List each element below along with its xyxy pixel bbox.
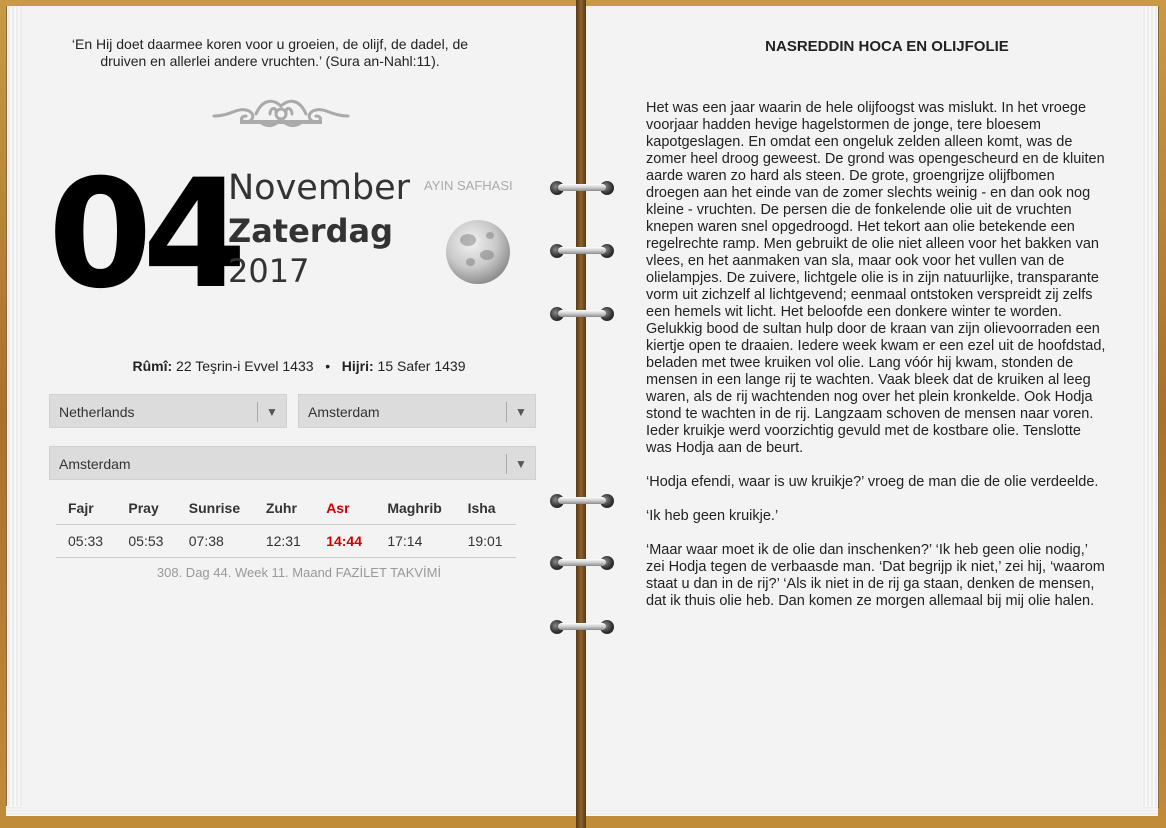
day-week-month-info: 308. Dag 44. Week 11. Maand FAZİLET TAKVİMİ — [156, 565, 442, 580]
year: 2017 — [228, 252, 310, 290]
district-select[interactable] — [49, 446, 536, 480]
city-select[interactable] — [298, 394, 536, 428]
binder-ring — [546, 241, 618, 261]
book-spine — [576, 0, 586, 828]
prayer-time-fajr: 05:33 — [56, 525, 116, 558]
weekday-name: Zaterdag — [228, 212, 393, 250]
story-paragraph: ‘Maar waar moet ik de olie dan inschenken?’ ‘Ik heb geen olie nodig,’ zei Hodja tegen de verbaasde man. ‘Dat begrijp ik niet,’ zei hij, ‘waarom staat u dan in de rij?’ ‘Als ik niet in de rij ga staan, denken de mensen, dat ik thuis olie heb. Dan komen ze morgen allemaal bij mij olie halen. — [646, 542, 1105, 609]
prayer-times-table — [56, 494, 516, 558]
prayer-time-zuhr: 12:31 — [254, 525, 314, 558]
ornament-divider-icon — [210, 92, 352, 132]
month-name: November — [228, 168, 411, 208]
page-stack-left — [6, 6, 23, 808]
binder-ring — [546, 491, 618, 511]
alternate-calendar-dates — [22, 358, 576, 374]
story-body — [646, 100, 1106, 627]
prayer-time-asr: 14:44 — [314, 525, 375, 558]
prayer-header-isha: Isha — [456, 494, 516, 525]
prayer-header-pray: Pray — [116, 494, 176, 525]
story-paragraph: Het was een jaar waarin de hele olijfoogst was mislukt. In het vroege voorjaar hadden hevige hagelstormen de jonge, tere bloesem kapotgeslagen. En omdat een ongeluk zelden alleen komt, was de zomer heel droog geweest. De grond was opengescheurd en de kluiten aarde waren zo hard als steen. De grote, groengrijze olijfbomen droegen aan het einde van de zomer slechts weinig - en dan ook nog kleine - vruchten. De persen die de fonkelende olie uit de vruchten knepen waren snel opgedroogd. Het tekort aan olie betekende een regelrechte ramp. Men gebruikt de olie niet alleen voor het bakken van vlees, en het aanmaken van sla, maar ook voor het vullen van de olielampjes. De zuivere, lichtgele olie is in zijn natuurlijke, transparante vorm uit zichzelf al lichtgevend; eenmaal ontstoken verspreidt zij zelfs een hemels wit licht. Het beloofde een donkere winter te worden. Gelukkig bood de sultan hulp door de kraan van zijn olievoorraden een kiertje open te draaien. Iedere week kwam er een ezel uit de hoofdstad, beladen met twee kruiken vol olie. Lang vóór hij kwam, stonden de mensen in een lange rij te wachten. Vaak bleek dat de kruiken al leeg waren, als de rij wachtenden nog over het plein kronkelde. Ook Hodja stond te wachten in de rij. Langzaam schoven de mensen naar voren. Ieder kruikje werd voorzichtig gevuld met de kostbare olie. Tenslotte was Hodja aan de beurt. — [646, 100, 1106, 456]
country-select[interactable] — [49, 394, 287, 428]
prayer-header-asr: Asr — [314, 494, 375, 525]
day-number: 04 — [48, 148, 237, 322]
chevron-down-icon: ▼ — [506, 454, 535, 474]
chevron-down-icon: ▼ — [506, 402, 535, 422]
rumi-date: 22 Teşrin-i Evvel 1433 — [176, 358, 314, 374]
prayer-header-maghrib: Maghrib — [375, 494, 455, 525]
prayer-time-sunrise: 07:38 — [177, 525, 254, 558]
prayer-times-header-row — [56, 494, 516, 525]
prayer-header-fajr: Fajr — [56, 494, 116, 525]
prayer-header-zuhr: Zuhr — [254, 494, 314, 525]
moon-phase-label: AYIN SAFHASI — [424, 178, 513, 193]
story-paragraph: ‘Ik heb geen kruikje.’ — [646, 508, 779, 524]
hijri-label: Hijri: — [341, 358, 374, 374]
binder-ring — [546, 178, 618, 198]
story-title: NASREDDIN HOCA EN OLIJFOLIE — [765, 38, 1009, 55]
prayer-time-pray: 05:53 — [116, 525, 176, 558]
story-paragraph: ‘Hodja efendi, waar is uw kruikje?’ vroeg de man die de olie verdeelde. — [646, 474, 1099, 490]
binder-ring — [546, 617, 618, 637]
page-stack-right — [1142, 6, 1159, 808]
prayer-time-isha: 19:01 — [456, 525, 516, 558]
rumi-label: Rûmî: — [132, 358, 173, 374]
city-select-value: Amsterdam — [308, 404, 380, 420]
verse-quote: ‘En Hij doet daarmee koren voor u groeien, de olijf, de dadel, de druiven en allerlei andere vruchten.’ (Sura an-Nahl:11). — [71, 36, 469, 69]
moon-phase-icon — [446, 220, 510, 284]
binder-ring — [546, 304, 618, 324]
date-separator: • — [325, 358, 331, 374]
prayer-times-row — [56, 525, 516, 558]
country-select-value: Netherlands — [59, 404, 135, 420]
hijri-date: 15 Safer 1439 — [377, 358, 466, 374]
prayer-time-maghrib: 17:14 — [375, 525, 455, 558]
prayer-header-sunrise: Sunrise — [177, 494, 254, 525]
binder-ring — [546, 553, 618, 573]
chevron-down-icon: ▼ — [257, 402, 286, 422]
district-select-value: Amsterdam — [59, 456, 131, 472]
